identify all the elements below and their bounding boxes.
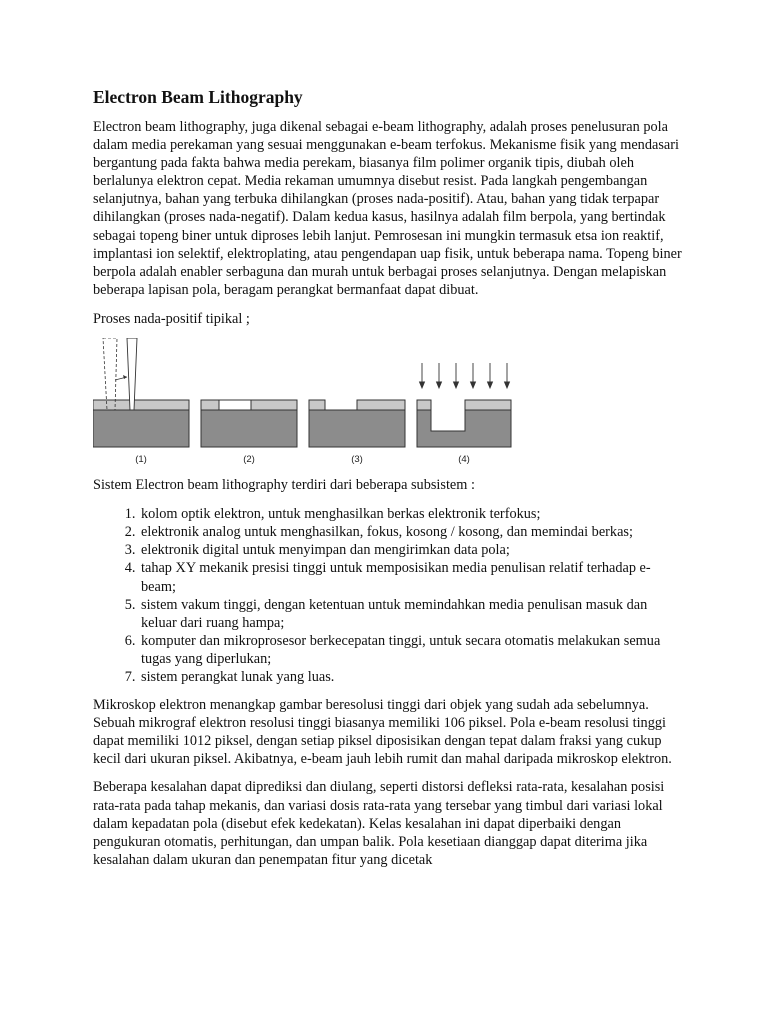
step-2-resist-left — [201, 400, 219, 410]
step-4-panel — [417, 363, 511, 447]
list-item: 1. kolom optik elektron, untuk menghasilkan berkas elektronik terfokus; — [139, 505, 683, 523]
step-1-panel — [93, 338, 189, 447]
step-3-panel — [309, 400, 405, 447]
beam-dashed-outline — [103, 338, 117, 410]
step-2-label: (2) — [243, 454, 255, 466]
step-3-resist-left — [309, 400, 325, 410]
positive-tone-process-figure — [93, 338, 523, 471]
step-3-resist-right — [357, 400, 405, 410]
electron-beam — [127, 338, 137, 410]
list-item: 7. sistem perangkat lunak yang luas. — [139, 668, 683, 686]
list-item: 6. komputer dan mikroprosesor berkecepatan tinggi, untuk secara otomatis melakukan semua tugas yang diperlukan; — [139, 632, 683, 668]
step-1-resist — [93, 400, 189, 410]
list-item: 2. elektronik analog untuk menghasilkan, fokus, kosong / kosong, dan memindai berkas; — [139, 523, 683, 541]
step-4-resist-left — [417, 400, 431, 410]
step-3-label: (3) — [351, 454, 363, 466]
process-diagram — [93, 338, 523, 471]
step-4-etched-substrate — [417, 410, 511, 447]
microscope-paragraph: Mikroskop elektron menangkap gambar beresolusi tinggi dari objek yang sudah ada sebelumnya. Sebuah mikrograf elektron resolusi tinggi biasanya memiliki 106 piksel. Pola e-beam resolusi tinggi dapat memiliki 1012 piksel, dengan setiap piksel diposisikan dengan tepat dalam fraksi yang cukup kecil dari ukuran piksel. Akibatnya, e-beam jauh lebih rumit dan mahal daripada mikroskop elektron. — [93, 697, 672, 768]
step-4-resist-right — [465, 400, 511, 410]
step-3-substrate — [309, 410, 405, 447]
step-2-exposed-region — [219, 400, 251, 410]
step-4-label: (4) — [458, 454, 470, 466]
step-2-substrate — [201, 410, 297, 447]
intro-paragraph: Electron beam lithography, juga dikenal sebagai e-beam lithography, adalah proses penelusuran pola dalam media perekaman yang sesuai menggunakan e-beam terfokus. Mekanisme fisik yang mendasari bergantung pada fakta bahwa media perekam, biasanya film polimer organik tipis, diubah oleh berlalunya elektron cepat. Media rekaman umumnya disebut resist. Pada langkah pengembangan selanjutnya, bahan yang terbuka dihilangkan (proses nada-positif). Atau, bahan yang tidak terpapar dihilangkan (proses nada-negatif). Dalam kedua kasus, hasilnya adalah film berpola, yang bertindak sebagai topeng biner untuk diproses lebih lanjut. Pemrosesan ini mungkin termasuk etsa ion reaktif, implantasi ion selektif, elektroplating, atau pengendapan uap fisik, untuk beberapa nama. Topeng biner berpola adalah enabler serbaguna dan murah untuk berbagai proses selanjutnya. Dengan melapiskan beberapa lapisan pola, beragam perangkat bermanfaat dapat dibuat. — [93, 119, 682, 298]
step-1-substrate — [93, 410, 189, 447]
errors-paragraph: Beberapa kesalahan dapat diprediksi dan diulang, seperti distorsi defleksi rata-rata, kesalahan posisi rata-rata pada tahap mekanis, dan variasi dosis rata-rata yang tersebar yang timbul dari variasi lokal dalam kepadatan pola (disebut efek kedekatan). Kelas kesalahan ini dapat diperbaiki dengan pengukuran otomatis, perhitungan, dan umpan balik. Pola kesetiaan dianggap dapat diterima jika kesalahan dalam ukuran dan penempatan fitur yang dicetak — [93, 779, 665, 868]
positive-process-caption: Proses nada-positif tipikal ; — [93, 310, 250, 327]
etch-arrows — [420, 363, 510, 388]
scan-arrow-head — [123, 375, 127, 379]
list-item: 4. tahap XY mekanik presisi tinggi untuk memposisikan media penulisan relatif terhadap e-beam; — [139, 559, 683, 595]
list-item: 5. sistem vakum tinggi, dengan ketentuan untuk memindahkan media penulisan masuk dan keluar dari ruang hampa; — [139, 596, 683, 632]
step-1-label: (1) — [135, 454, 147, 466]
step-2-resist-right — [251, 400, 297, 410]
document-page — [93, 86, 683, 879]
page-title: Electron Beam Lithography — [93, 87, 303, 107]
subsystems-list — [93, 505, 683, 686]
list-item: 3. elektronik digital untuk menyimpan dan mengirimkan data pola; — [139, 541, 683, 559]
step-2-panel — [201, 400, 297, 447]
subsystems-intro: Sistem Electron beam lithography terdiri dari beberapa subsistem : — [93, 477, 475, 494]
